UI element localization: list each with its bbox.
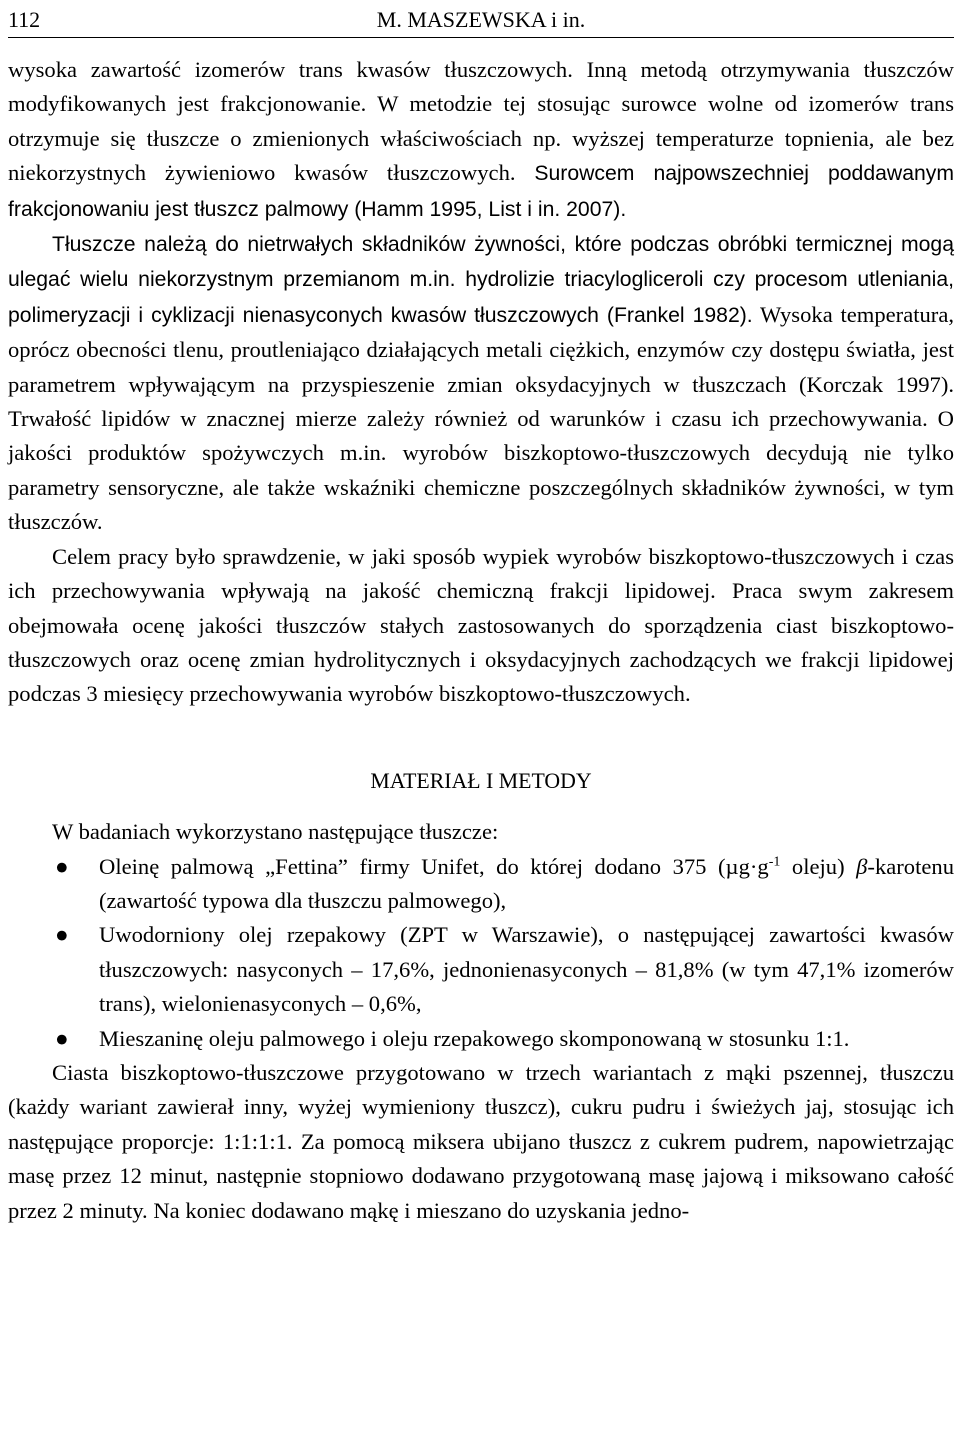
list-item: [8, 850, 954, 919]
paragraph-aim: Celem pracy było sprawdzenie, w jaki sposób wypiek wyrobów biszkoptowo-tłuszczowych i czas ich przechowywania wpływają na jakość chemiczną frakcji lipidowej. Praca swym zakresem obejmowała ocenę jakości tłuszczów stałych zastosowanych do sporządzenia ciast biszkoptowo-tłuszczowych oraz ocenę zmian hydrolitycznych i oksydacyjnych zachodzących we frakcji lipidowej podczas 3 miesięcy przechowywania wyrobów biszkoptowo-tłuszczowych.: [8, 543, 954, 707]
paragraph-trans-isomers: [8, 53, 954, 227]
item-text: Mieszaninę oleju palmowego i oleju rzepakowego skomponowaną w stosunku 1:1.: [99, 1025, 850, 1051]
item-text: oleju): [780, 853, 857, 879]
page-body: [8, 53, 954, 1228]
running-title: M. MASZEWSKA i in.: [376, 7, 586, 32]
item-text: Oleinę palmową „Fettina” firmy Unifet, do której dodano 375 (µg·g: [99, 853, 769, 879]
superscript: -1: [768, 854, 781, 869]
bullet-icon: ●: [55, 922, 69, 948]
paragraph-fat-stability: [8, 227, 954, 540]
paragraph-text: wysoka zawartość izomerów trans kwasów tłuszczowych. Inną metodą otrzymywania tłuszczów modyfikowanych jest frakcjonowanie. W metodzie tej stosując surowce wolne od izomerów trans otrzymuje się tłuszcze o zmienionych właściwościach np. wyższej temperaturze topnienia, ale bez niekorzystnych żywieniowo kwasów tłuszczowych.: [8, 57, 954, 186]
item-text: -karotenu (zawartość typowa dla tłuszczu palmowego),: [99, 853, 954, 913]
fats-list: [8, 850, 954, 1056]
bullet-icon: ●: [55, 853, 69, 879]
list-item: [8, 918, 954, 1021]
page-header: [8, 0, 954, 38]
paragraph-text: Wysoka temperatura, oprócz obecności tlenu, proutleniająco działających metali ciężkich, enzymów czy dostępu światła, jest parametrem wpływającym na przyspieszenie zmian oksydacyjnych w tłuszczach (Korczak 1997). Trwałość lipidów w znacznej mierze zależy również od warunków i czasu ich przechowywania. O jakości produktów spożywczych m.in. wyrobów biszkoptowo-tłuszczowych decydują nie tylko parametry sensoryczne, ale także wskaźniki chemiczne poszczególnych składników żywności, w tym tłuszczów.: [8, 301, 954, 535]
materials-intro: W badaniach wykorzystano następujące tłuszcze:: [52, 819, 499, 845]
paragraph-text-sans: Surowcem najpowszechniej poddawanym frakcjonowaniu jest tłuszcz palmowy (Hamm 1995, List i in. 2007).: [8, 162, 955, 221]
page-number: 112: [8, 7, 41, 32]
paragraph-text-sans: Tłuszcze należą do nietrwałych składników żywności, które podczas obróbki termicznej mogą ulegać wielu niekorzystnym przemianom m.in. hydrolizie triacylogliceroli czy procesom utleniania, polimeryzacji i cyklizacji nienasyconych kwasów tłuszczowych (Frankel 1982).: [8, 233, 954, 327]
paragraph-cake-preparation: Ciasta biszkoptowo-tłuszczowe przygotowano w trzech wariantach z mąki pszennej, tłuszczu (każdy wariant zawierał inny, wyżej wymieniony tłuszcz), cukru pudru i świeżych jaj, stosując ich następujące proporcje: 1:1:1:1. Za pomocą miksera ubijano tłuszcz z cukrem pudrem, napowietrzając masę przez 12 minut, następnie stopniowo dodawano przygotowaną masę jajową i miksowano całość przez 2 minuty. Na koniec dodawano mąkę i mieszano do uzyskania jedno-: [8, 1059, 954, 1223]
section-title: MATERIAŁ I METODY: [370, 768, 592, 793]
list-item: [8, 1022, 954, 1056]
beta-symbol: β: [856, 853, 868, 879]
item-text: Uwodorniony olej rzepakowy (ZPT w Warszawie), o następującej zawartości kwasów tłuszczowych: nasyconych – 17,6%, jednonienasyconych – 81,8% (w tym 47,1% izomerów trans), wielonienasyconych – 0,6%,: [99, 922, 954, 1017]
bullet-icon: ●: [55, 1025, 69, 1051]
